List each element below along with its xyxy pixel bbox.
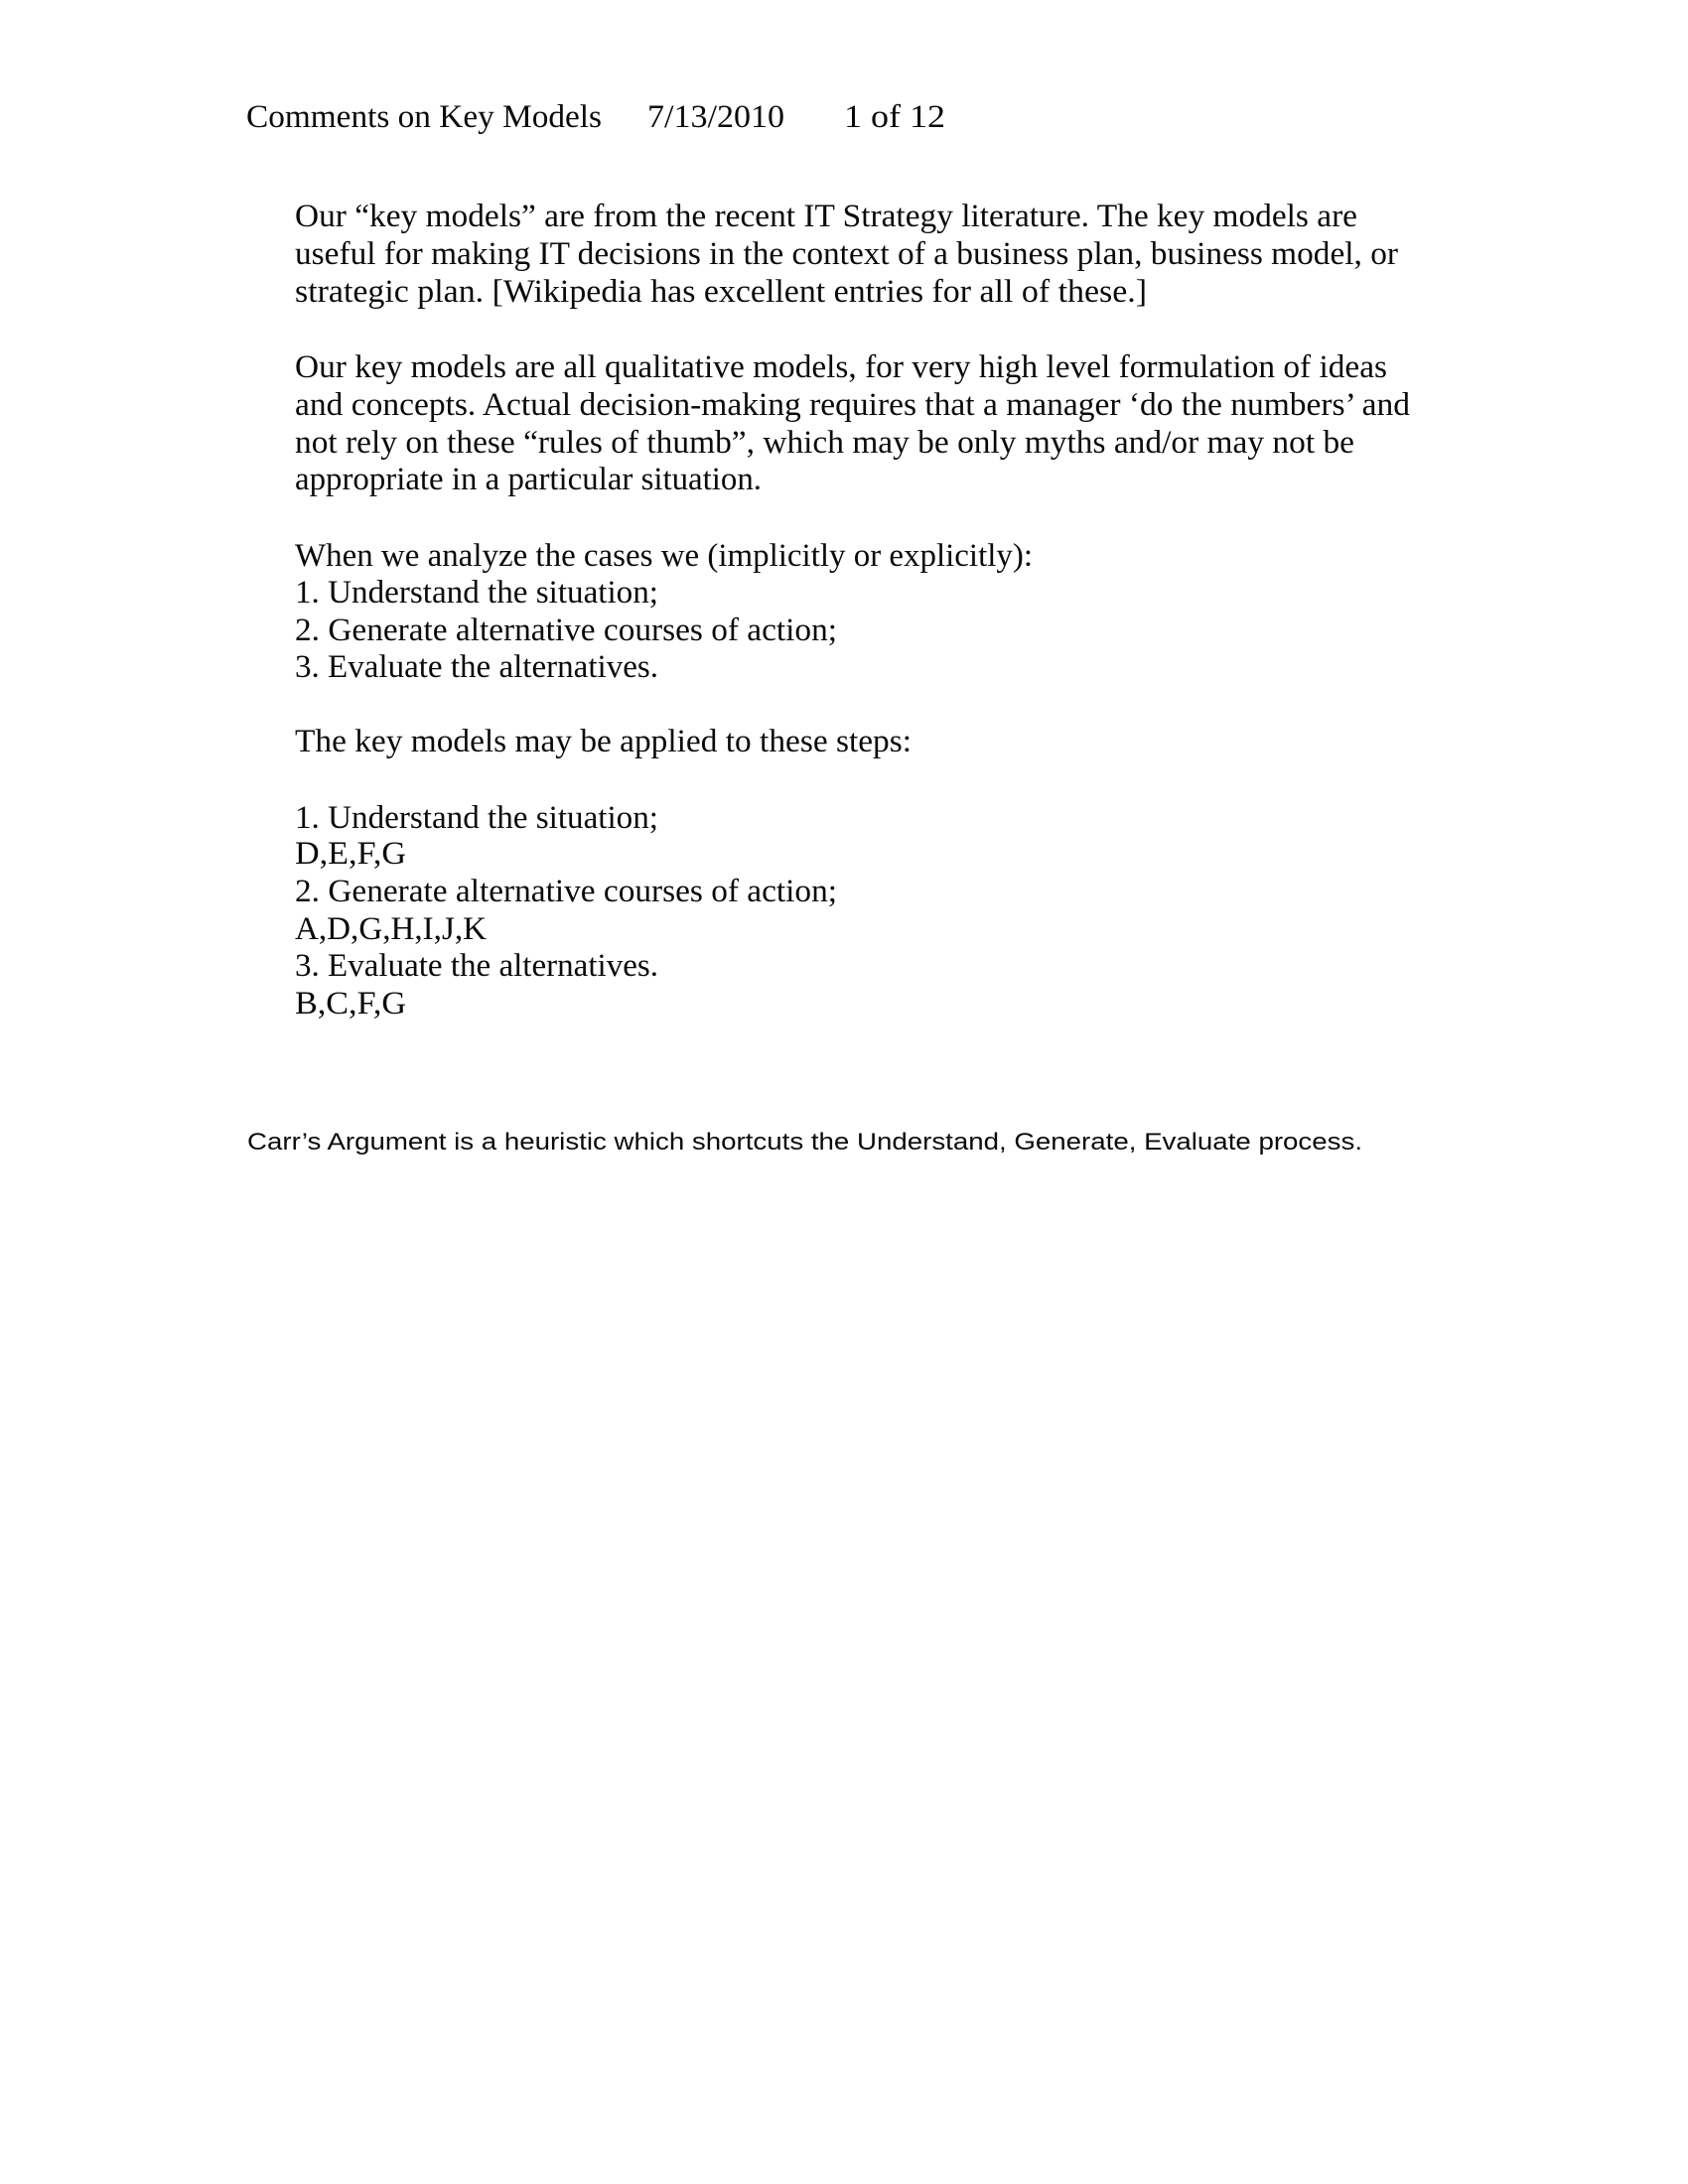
analysis-step: 3. Evaluate the alternatives. xyxy=(295,648,658,685)
applied-step-models: B,C,F,G xyxy=(295,985,406,1022)
header-title: Comments on Key Models xyxy=(246,98,602,135)
header-page-indicator: 1 of 12 xyxy=(844,98,945,135)
applied-step: 2. Generate alternative courses of action; xyxy=(295,873,837,909)
analysis-intro: When we analyze the cases we (implicitly or explicitly): xyxy=(295,537,1033,574)
footer-note: Carr’s Argument is a heuristic which shortcuts the Understand, Generate, Evaluate process. xyxy=(247,1128,1362,1156)
analysis-step: 1. Understand the situation; xyxy=(295,574,658,611)
applied-step: 1. Understand the situation; xyxy=(295,799,658,836)
paragraph-intro-line: useful for making IT decisions in the context of a business plan, business model, or xyxy=(295,235,1398,272)
analysis-step: 2. Generate alternative courses of action; xyxy=(295,612,837,648)
paragraph-qualitative-line: and concepts. Actual decision-making requires that a manager ‘do the numbers’ and xyxy=(295,386,1410,423)
applied-step-models: D,E,F,G xyxy=(295,835,406,872)
paragraph-qualitative-line: not rely on these “rules of thumb”, which may be only myths and/or may not be xyxy=(295,424,1354,461)
paragraph-qualitative-line: Our key models are all qualitative models, for very high level formulation of ideas xyxy=(295,348,1387,385)
paragraph-intro-line: Our “key models” are from the recent IT Strategy literature. The key models are xyxy=(295,198,1357,234)
header-date: 7/13/2010 xyxy=(647,98,784,135)
paragraph-qualitative-line: appropriate in a particular situation. xyxy=(295,461,762,497)
applied-step-models: A,D,G,H,I,J,K xyxy=(295,910,487,947)
applied-step: 3. Evaluate the alternatives. xyxy=(295,947,658,984)
applied-intro: The key models may be applied to these steps: xyxy=(295,723,912,759)
paragraph-intro-line: strategic plan. [Wikipedia has excellent entries for all of these.] xyxy=(295,273,1147,310)
